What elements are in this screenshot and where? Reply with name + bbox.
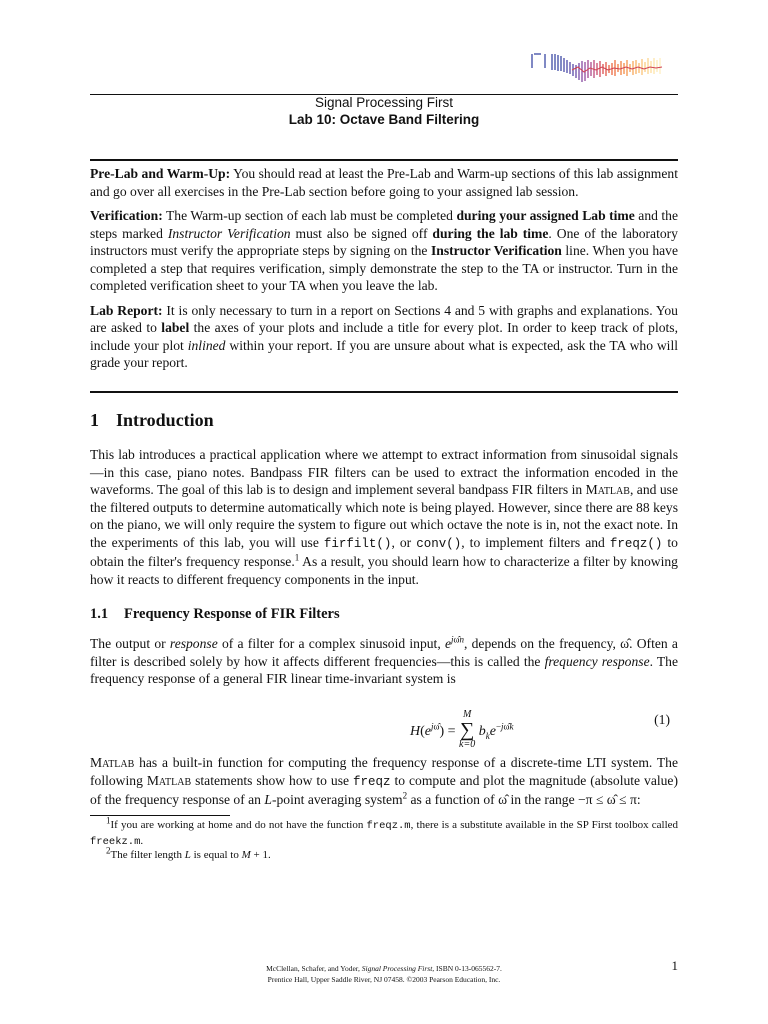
footnote-2: $^2$The filter length L is equal to M + 1. [106,845,271,861]
equation-1 [90,698,678,748]
section-1-heading: 1 Introduction [90,410,214,430]
prelab-paragraph: Pre-Lab and Warm-Up: You should read at least the Pre-Lab and Warm-up sections of this lab assignment and go over all exercises in the Pre-Lab section before going to your assigned lab session. [90,166,678,199]
page-number: 1 [671,958,678,973]
introduction-paragraph: This lab introduces a practical application where we attempt to extract information from sinusoidal signals—in this case, piano notes. Bandpass FIR filters can be used to extract the information encoded in the waveforms. The goal of this lab is to design and implement several bandpass FIR filters in Matlab, and use the filtered outputs to determine automatically which note is being played. However, since there are 88 keys on the piano, we will only require the system to figure out which octave the note is in, not the exact note. In the experiments of this lab, you will use firfilt(), or conv(), to implement filters and freqz() to obtain the filter's frequency response.$^1$ As a result, you should learn how to characterize a filter by knowing how it reacts to different frequency components in the input. [90,447,678,587]
footer-citation: McClellan, Schafer, and Yoder, Signal Processing First, ISBN 0-13-065562-7. [266,964,502,973]
section-1-1-heading: 1.1 Frequency Response of FIR Filters [90,606,340,622]
verification-paragraph: Verification: The Warm-up section of each lab must be completed during your assigned Lab time and the steps marked Instructor Verification must also be signed off during the lab time. One of the laboratory instructors must verify the appropriate steps by signing on the Instructor Verification line. When you have completed a step that requires verification, simply demonstrate the step to the TA or instructor. Turn in the completed verification sheet to your TA when you leave the lab. [90,208,679,293]
summation-symbol: M ∑ k=0 [459,709,476,750]
top-thick-rule [90,159,678,161]
frequency-response-formula: $H(e^{j\omegâ})$ = M ∑ k=0 $b_ke^{-j\omegâk}$ [410,709,514,750]
equation-number: (1) [654,712,670,727]
footnote-1: $^1$If you are working at home and do not have the function freqz.m, there is a substitute available in the SP First toolbox called freekz.m. [90,815,679,848]
footnote-rule [90,815,230,816]
omega-hat-math: ω̂ [620,636,630,651]
complex-sinusoid-math: $e^{j\omegân}$ [444,634,464,651]
frequency-response-paragraph: The output or response of a filter for a complex sinusoid input, $e^{j\omegân}$, depends on the frequency, ω̂. Often a filter is described solely by how it affects different frequencies—this is called the frequency response. The frequency response of a general FIR linear time-invariant system is [90,634,679,686]
series-title: Signal Processing First [314,95,454,110]
page-footer [90,963,678,985]
lab-title: Lab 10: Octave Band Filtering [288,112,480,127]
instructions-block [90,165,678,372]
footer-publisher: Prentice Hall, Upper Saddle River, NJ 07458. ©2003 Pearson Education, Inc. [267,975,501,984]
lab-report-paragraph: Lab Report: It is only necessary to turn in a report on Sections 4 and 5 with graphs and explanations. You are asked to label the axes of your plots and include a title for every plot. In order to keep track of plots, include your plot inlined within your report. If you are unsure about what is expected, ask the TA who will grade your report. [90,302,679,370]
bottom-thick-rule [90,391,678,393]
footnote-2-marker: 2 [402,790,408,801]
matlab-freqz-paragraph: Matlab has a built-in function for computing the frequency response of a discrete-time LTI system. The following Matlab statements show how to use freqz to compute and plot the magnitude (absolute value) of the frequency response of an L-point averaging system$^2$ as a function of ω̂ in the range −π ≤ ω̂ ≤ π: [90,755,678,807]
range-math: −π ≤ ω̂ ≤ π: [578,792,641,807]
footnote-1-marker: 1 [294,552,300,563]
signal-waveform-logo [528,48,678,84]
